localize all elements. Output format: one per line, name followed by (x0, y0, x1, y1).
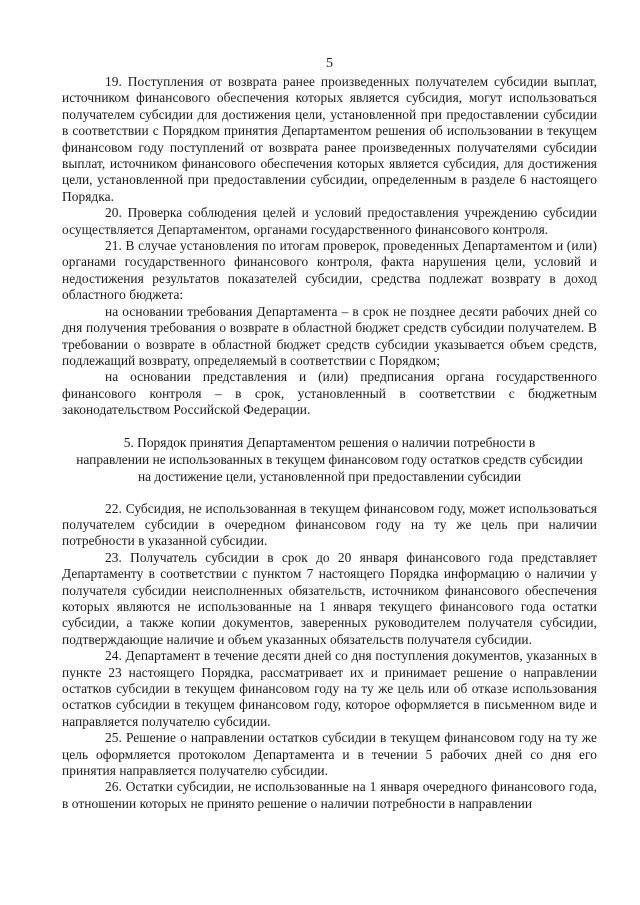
paragraph-26: 26. Остатки субсидии, не использованные на 1 января очередного финансового года, в отношении которых не принято решение о наличии потребности в направлении (62, 779, 597, 811)
section-title-line: на достижение цели, установленной при предоставлении субсидии (137, 468, 522, 484)
paragraph-21-item-1: на основании требования Департамента – в срок не позднее десяти рабочих дней со дня получения требования о возврате в областной бюджет средств субсидии получателем. В требовании о возврате в областной бюджет средств субсидии указывается объем средств, подлежащий возврату, определяемый в соответствии с Порядком; (62, 303, 597, 368)
section-5-title (62, 434, 597, 485)
page-number: 5 (326, 56, 333, 71)
paragraph-19: 19. Поступления от возврата ранее произведенных получателем субсидии выплат, источником финансового обеспечения которых является субсидия, могут использоваться получателем субсидии для достижения цели, установленной при предоставлении субсидии в соответствии с Порядком принятия Департаментом решения об использовании в текущем финансовом году поступлений от возврата ранее произведенных получателями субсидии выплат, источником финансового обеспечения которых является субсидия, для достижения цели, установленной при предоставлении субсидии, определенным в разделе 6 настоящего Порядка. (62, 74, 597, 204)
paragraph-25: 25. Решение о направлении остатков субсидии в текущем финансовом году на ту же цель оформляется протоколом Департамента и в течении 5 рабочих дней со дня его принятия направляется получателю субсидии. (62, 730, 597, 779)
section-title-line: 5. Порядок принятия Департаментом решения о наличии потребности в (123, 434, 536, 450)
paragraph-22: 22. Субсидия, не использованная в текущем финансовом году, может использоваться получателем субсидии в очередном финансовом году на ту же цель при наличии потребности в указанной субсидии. (62, 500, 597, 549)
paragraph-21-item-2: на основании представления и (или) предписания органа государственного финансового контроля – в срок, установленный в соответствии с бюджетным законодательством Российской Федерации. (62, 369, 597, 418)
section-title-line: направлении не использованных в текущем финансовом году остатков средств субсидии (76, 451, 583, 467)
paragraph-21: 21. В случае установления по итогам проверок, проведенных Департаментом и (или) органами государственного финансового контроля, факта нарушения цели, условий и недостижения результатов показателей субсидии, средства подлежат возврату в доход областного бюджета: (62, 238, 597, 303)
paragraph-23: 23. Получатель субсидии в срок до 20 января финансового года представляет Департаменту в соответствии с пунктом 7 настоящего Порядка информацию о наличии у получателя субсидии неисполненных обязательств, источником финансового обеспечения которых являются не использованные на 1 января текущего финансового года остатки субсидии, а также копии документов, заверенных руководителем получателя субсидии, подтверждающие наличие и объем указанных обязательств получателя субсидии. (62, 549, 597, 647)
paragraph-20: 20. Проверка соблюдения целей и условий предоставления учреждению субсидии осуществляется Департаментом, органами государственного финансового контроля. (62, 205, 597, 237)
document-page (62, 56, 597, 812)
paragraph-24: 24. Департамент в течение десяти дней со дня поступления документов, указанных в пункте 23 настоящего Порядка, рассматривает их и принимает решение о направлении остатков субсидии в текущем финансовом году на ту же цель или об отказе использования остатков субсидии в текущем финансовом году, которое оформляется в письменном виде и направляется получателю субсидии. (62, 648, 597, 729)
